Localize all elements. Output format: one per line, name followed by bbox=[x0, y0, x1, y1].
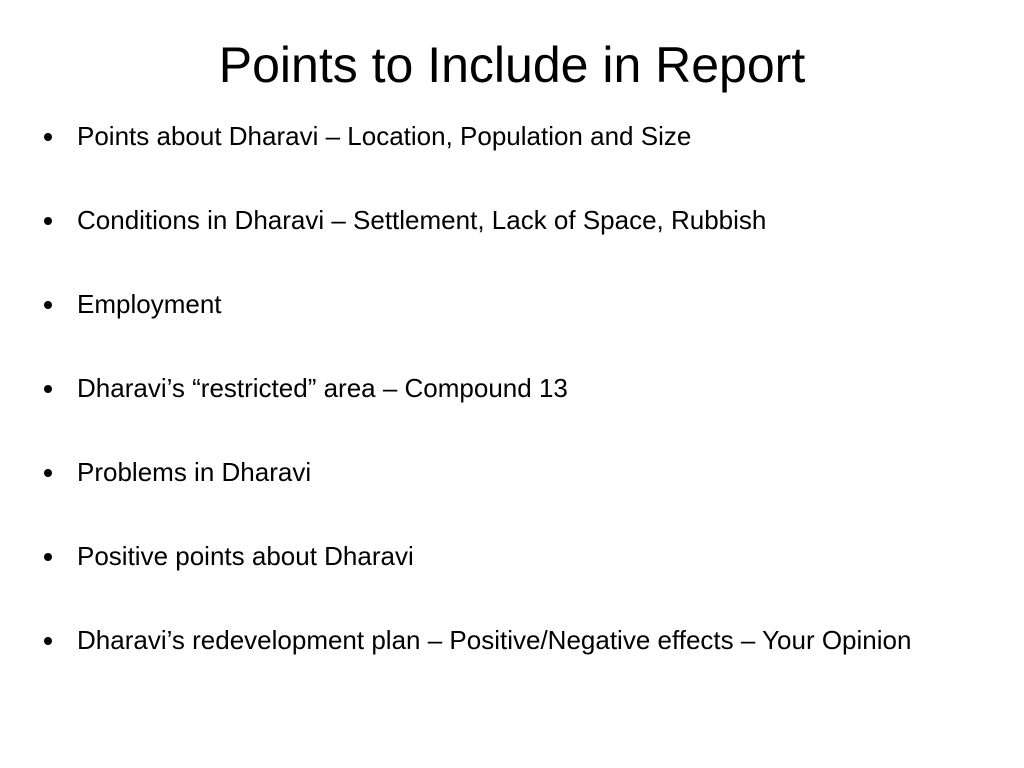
list-item bbox=[40, 119, 940, 154]
bullet-icon bbox=[44, 469, 52, 477]
list-item-text: Employment bbox=[77, 289, 222, 319]
bullet-icon bbox=[44, 301, 52, 309]
list-item bbox=[40, 623, 940, 658]
bullet-icon bbox=[44, 133, 52, 141]
bullet-list bbox=[40, 119, 940, 658]
bullet-icon bbox=[44, 385, 52, 393]
list-item-text: Conditions in Dharavi – Settlement, Lack of Space, Rubbish bbox=[77, 205, 767, 235]
bullet-icon bbox=[44, 553, 52, 561]
list-item bbox=[40, 455, 940, 490]
list-item-text: Positive points about Dharavi bbox=[77, 541, 414, 571]
list-item bbox=[40, 539, 940, 574]
bullet-icon bbox=[44, 217, 52, 225]
list-item-text: Dharavi’s redevelopment plan – Positive/Negative effects – Your Opinion bbox=[77, 625, 912, 655]
list-item bbox=[40, 287, 940, 322]
list-item-text: Problems in Dharavi bbox=[77, 457, 312, 487]
list-item-text: Dharavi’s “restricted” area – Compound 13 bbox=[77, 373, 568, 403]
list-item-text: Points about Dharavi – Location, Population and Size bbox=[77, 121, 692, 151]
slide-title: Points to Include in Report bbox=[218, 37, 806, 93]
list-item bbox=[40, 371, 940, 406]
bullet-icon bbox=[44, 637, 52, 645]
list-item bbox=[40, 203, 940, 238]
